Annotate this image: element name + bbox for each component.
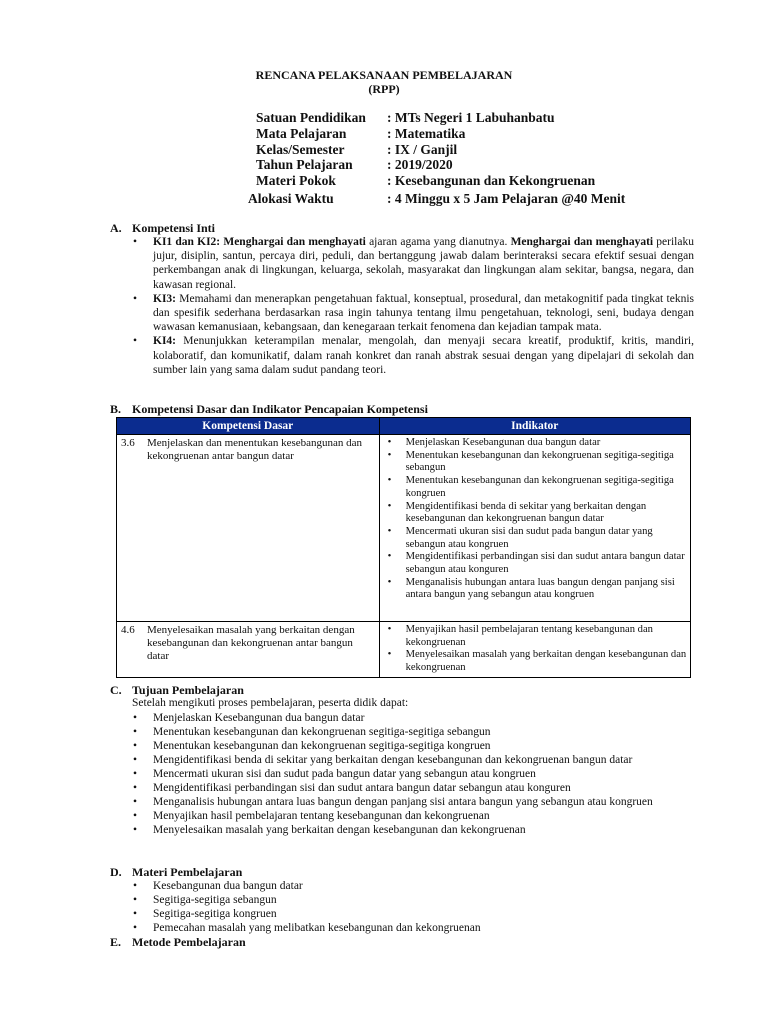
list-item: • Menyajikan hasil pembelajaran tentang kesebangunan dan kekongruenan	[131, 809, 701, 823]
list-item: • Menyelesaikan masalah yang berkaitan dengan kesebangunan dan kekongruenan	[131, 823, 701, 837]
kd-number: 3.6	[121, 437, 135, 449]
list-item: • Mengidentifikasi perbandingan sisi dan sudut antara bangun datar sebangun atau konguren	[131, 781, 701, 795]
table-row	[117, 435, 691, 622]
ki-list	[131, 235, 694, 377]
document-subtitle: (RPP)	[368, 82, 400, 96]
meta-value: : Matematika	[387, 126, 466, 141]
meta-label: Kelas/Semester	[256, 142, 345, 157]
list-item: • Menjelaskan Kesebangunan dua bangun datar	[384, 437, 687, 450]
indicator-list	[384, 437, 687, 602]
tujuan-list	[131, 711, 701, 837]
section-title: Tujuan Pembelajaran	[132, 683, 244, 697]
list-item: • Menganalisis hubungan antara luas bangun dengan panjang sisi antara bangun yang sebangun atau kongruen	[384, 577, 687, 602]
kd-cell	[117, 435, 380, 622]
kd-text: Menyelesaikan masalah yang berkaitan dengan kesebangunan dan kekongruenan antar bangun datar	[147, 624, 355, 662]
materi-list	[131, 879, 701, 935]
list-item: • Menentukan kesebangunan dan kekongruenan segitiga-segitiga kongruen	[384, 475, 687, 500]
meta-value: : IX / Ganjil	[387, 142, 458, 157]
list-item: • Menentukan kesebangunan dan kekongruenan segitiga-segitiga sebangun	[384, 450, 687, 475]
indicator-cell	[379, 622, 690, 678]
kd-text: Menjelaskan dan menentukan kesebangunan dan kekongruenan antar bangun datar	[147, 437, 363, 462]
document-title: RENCANA PELAKSANAAN PEMBELAJARAN	[255, 68, 513, 82]
list-item: • Menyelesaikan masalah yang berkaitan dengan kesebangunan dan kekongruenan	[384, 649, 687, 674]
section-title: Materi Pembelajaran	[132, 865, 243, 879]
list-item: • Mencermati ukuran sisi dan sudut pada bangun datar yang sebangun atau kongruen	[131, 767, 701, 781]
list-item: • Mencermati ukuran sisi dan sudut pada bangun datar yang sebangun atau kongruen	[384, 526, 687, 551]
section-title: Metode Pembelajaran	[132, 935, 246, 949]
column-header: Indikator	[379, 418, 690, 435]
ki-text: ajaran agama yang dianutnya.	[365, 236, 511, 248]
list-item	[131, 292, 694, 335]
list-item: • Menganalisis hubungan antara luas bangun dengan panjang sisi antara bangun yang sebangun atau kongruen	[131, 795, 673, 809]
ki-text: Menunjukkan keterampilan menalar, mengolah, dan menyaji secara kreatif, produktif, kritis, mandiri, kolaboratif, dan komunikatif, dalam ranah konkret dan ranah abstrak sesuai dengan yang dipelajari di sekolah dan sumber lain yang sama dalam sudut pandang teori.	[153, 335, 694, 376]
kd-cell	[117, 622, 380, 678]
list-item: • Kesebangunan dua bangun datar	[131, 879, 701, 893]
ki-text: Memahami dan menerapkan pengetahuan faktual, konseptual, prosedural, dan metakognitif pada tingkat teknis dan spesifik sederhana berdasarkan rasa ingin tahunya tentang ilmu pengetahuan, teknologi, seni, budaya dengan wawasan kemanusiaan, kebangsaan, dan kenegaraan terkait fenomena dan kejadian tampak mata.	[153, 292, 694, 334]
section-title: Kompetensi Inti	[132, 221, 216, 235]
ki-label: KI3:	[153, 292, 176, 305]
meta-value: : MTs Negeri 1 Labuhanbatu	[387, 110, 555, 125]
meta-label: Tahun Pelajaran	[256, 157, 353, 172]
list-item: • Menjelaskan Kesebangunan dua bangun datar	[131, 711, 701, 725]
section-c-intro: Setelah mengikuti proses pembelajaran, peserta didik dapat:	[132, 697, 409, 709]
ki-label: KI1 dan KI2: Menghargai dan menghayati	[153, 236, 366, 248]
meta-value: : Kesebangunan dan Kekongruenan	[387, 173, 596, 188]
ki-emphasis: Menghargai dan menghayati	[510, 236, 654, 248]
meta-label: Satuan Pendidikan	[256, 110, 366, 125]
list-item: • Menentukan kesebangunan dan kekongruenan segitiga-segitiga sebangun	[131, 725, 701, 739]
ki-label: KI4:	[153, 335, 176, 348]
kd-indicator-table	[116, 417, 691, 678]
section-letter: C.	[110, 683, 122, 697]
indicator-cell	[379, 435, 690, 622]
section-letter: D.	[110, 865, 122, 879]
section-letter: A.	[110, 221, 122, 235]
section-letter: B.	[110, 402, 122, 416]
list-item: • Pemecahan masalah yang melibatkan kesebangunan dan kekongruenan	[131, 921, 701, 935]
section-letter: E.	[110, 935, 122, 949]
list-item: • Mengidentifikasi benda di sekitar yang berkaitan dengan kesebangunan dan kekongruenan bangun datar	[131, 753, 701, 767]
list-item: • Segitiga-segitiga sebangun	[131, 893, 701, 907]
list-item: • Mengidentifikasi benda di sekitar yang berkaitan dengan kesebangunan dan kekongruenan bangun datar	[384, 501, 687, 526]
column-header: Kompetensi Dasar	[117, 418, 380, 435]
table-row	[117, 622, 691, 678]
list-item	[131, 334, 694, 377]
list-item	[131, 235, 694, 292]
meta-label: Materi Pokok	[256, 173, 336, 188]
ki-text: perilaku jujur, disiplin, santun, percaya diri, peduli, dan bertanggung jawab dalam berinteraksi secara efektif sesuai dengan perkembangan anak di lingkungan, keluarga, sekolah, masyarakat dan lingkungan alam sekitar, bangsa, negara, dan kawasan regional.	[153, 236, 694, 291]
list-item: • Mengidentifikasi perbandingan sisi dan sudut antara bangun datar sebangun atau konguren	[384, 551, 687, 576]
section-title: Kompetensi Dasar dan Indikator Pencapaian Kompetensi	[132, 402, 428, 416]
meta-value: : 4 Minggu x 5 Jam Pelajaran @40 Menit	[387, 191, 626, 206]
kd-number: 4.6	[121, 624, 135, 636]
list-item: • Menentukan kesebangunan dan kekongruenan segitiga-segitiga kongruen	[131, 739, 701, 753]
table-header-row	[117, 418, 691, 435]
list-item: • Menyajikan hasil pembelajaran tentang kesebangunan dan kekongruenan	[384, 624, 687, 649]
meta-label: Alokasi Waktu	[248, 191, 334, 206]
meta-label: Mata Pelajaran	[256, 126, 347, 141]
list-item: • Segitiga-segitiga kongruen	[131, 907, 701, 921]
indicator-list	[384, 624, 687, 675]
meta-value: : 2019/2020	[387, 157, 453, 172]
